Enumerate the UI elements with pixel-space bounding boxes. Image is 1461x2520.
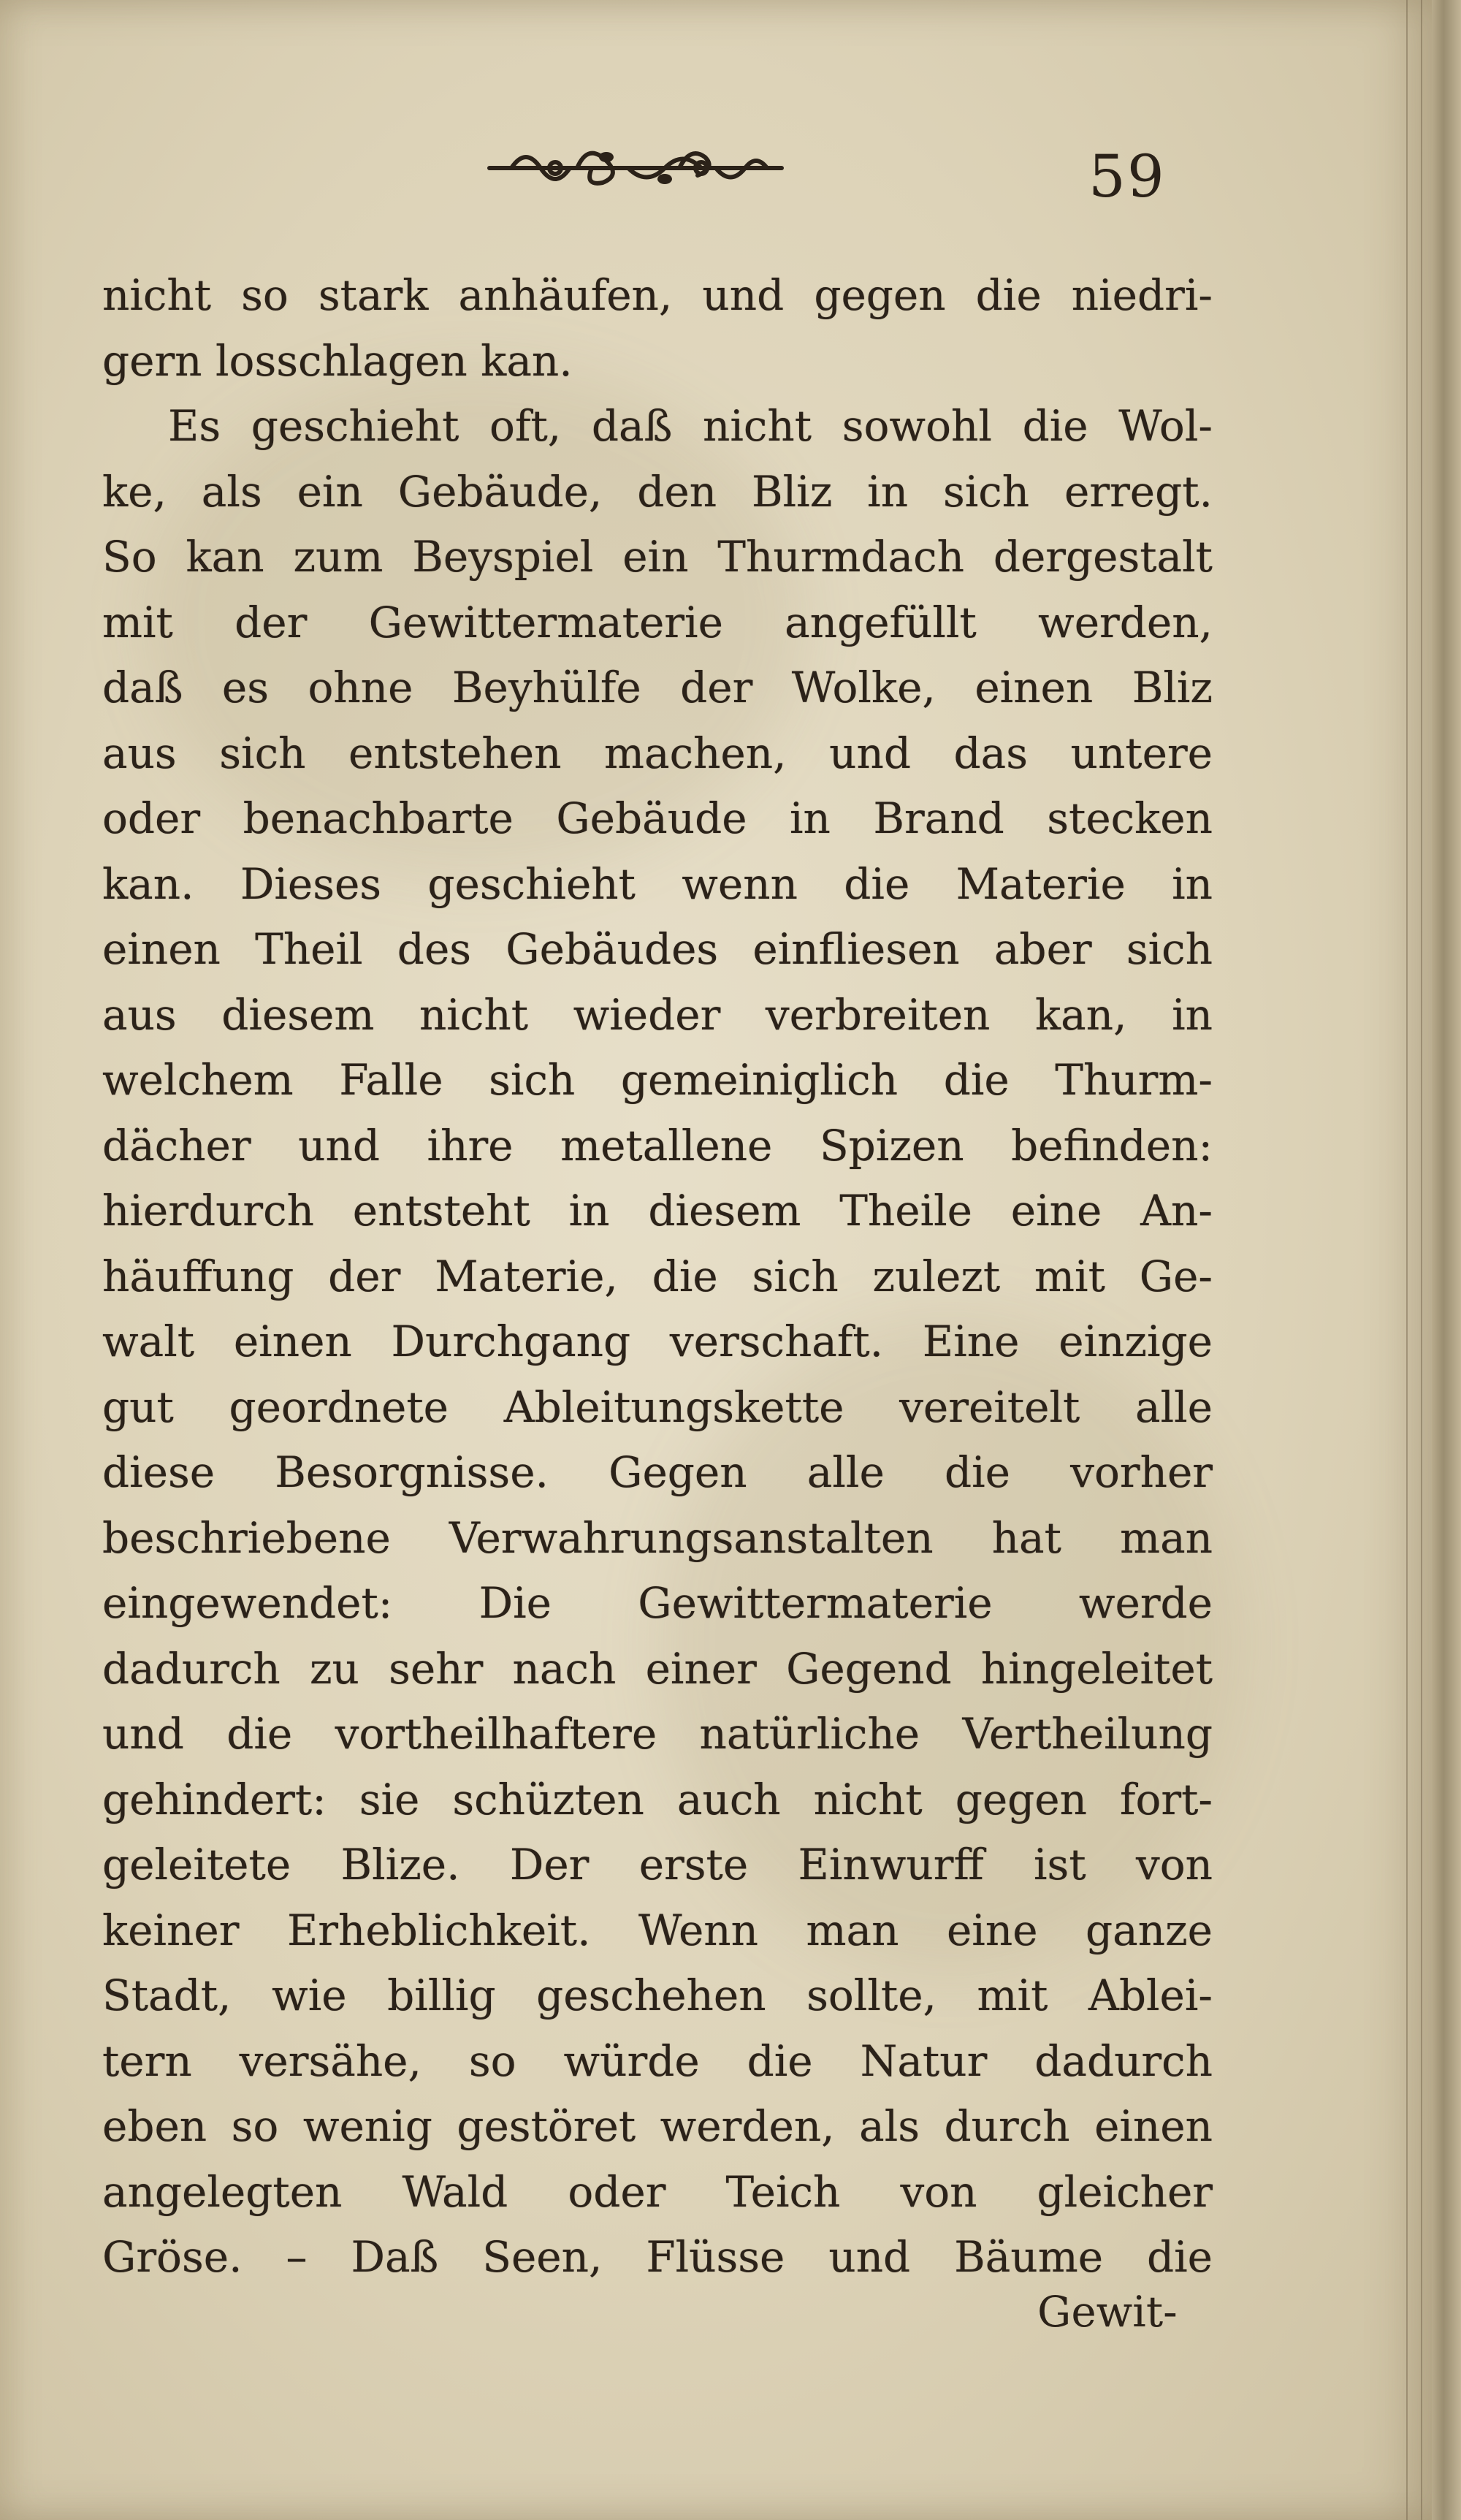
text-line: daß es ohne Beyhülfe der Wolke, einen Bliz — [102, 663, 1213, 712]
text-line: Stadt, wie billig geschehen sollte, mit Ablei- — [102, 1971, 1213, 2020]
text-line: walt einen Durchgang verschaft. Eine einzige — [102, 1317, 1213, 1366]
text-line: Gröse. – Daß Seen, Flüsse und Bäume die — [102, 2232, 1213, 2282]
text-line: keiner Erheblichkeit. Wenn man eine ganze — [102, 1905, 1213, 1955]
text-line: So kan zum Beyspiel ein Thurmdach dergestalt — [102, 532, 1213, 582]
header-ornament — [482, 135, 789, 201]
text-line: beschriebene Verwahrungsanstalten hat man — [102, 1512, 1213, 1563]
body-text — [102, 263, 1213, 2291]
text-line: gehindert: sie schüzten auch nicht gegen fort- — [102, 1774, 1213, 1824]
text-line: häuffung der Materie, die sich zulezt mit Ge- — [102, 1251, 1213, 1301]
page-number: 59 — [1088, 142, 1166, 210]
text-line: ke, als ein Gebäude, den Bliz in sich erregt. — [102, 466, 1213, 517]
text-line: kan. Dieses geschieht wenn die Materie in — [102, 859, 1213, 909]
text-line: einen Theil des Gebäudes einfliesen aber sich — [102, 924, 1213, 974]
text-line: tern versähe, so würde die Natur dadurch — [102, 2036, 1213, 2086]
book-spine — [1432, 0, 1461, 2520]
page-edge-line — [1421, 0, 1422, 2520]
text-line: dächer und ihre metallene Spizen befinden: — [102, 1120, 1213, 1170]
catchword: Gewit- — [1037, 2287, 1178, 2337]
text-line: oder benachbarte Gebäude in Brand stecken — [102, 793, 1213, 843]
text-line: aus sich entstehen machen, und das untere — [102, 728, 1213, 778]
text-line: mit der Gewittermaterie angefüllt werden, — [102, 597, 1213, 647]
text-line: welchem Falle sich gemeiniglich die Thurm- — [102, 1055, 1213, 1105]
text-line: angelegten Wald oder Teich von gleicher — [102, 2166, 1213, 2217]
text-line: eingewendet: Die Gewittermaterie werde — [102, 1578, 1213, 1628]
text-line: diese Besorgnisse. Gegen alle die vorher — [102, 1447, 1213, 1497]
text-line: dadurch zu sehr nach einer Gegend hingeleitet — [102, 1643, 1213, 1694]
text-line: geleitete Blize. Der erste Einwurff ist von — [102, 1840, 1213, 1889]
text-line: gut geordnete Ableitungskette vereitelt alle — [102, 1382, 1213, 1432]
text-line: eben so wenig gestöret werden, als durch einen — [102, 2101, 1213, 2151]
text-line: und die vortheilhaftere natürliche Vertheilung — [102, 1709, 1213, 1759]
text-line: Es geschieht oft, daß nicht sowohl die Wol- — [168, 401, 1213, 451]
text-line: hierdurch entsteht in diesem Theile eine An- — [102, 1186, 1213, 1236]
text-line: aus diesem nicht wieder verbreiten kan, in — [102, 989, 1213, 1040]
text-line: nicht so stark anhäufen, und gegen die niedri- — [102, 270, 1213, 320]
text-line: gern losschlagen kan. — [102, 335, 573, 386]
page-edge-line — [1406, 0, 1408, 2520]
